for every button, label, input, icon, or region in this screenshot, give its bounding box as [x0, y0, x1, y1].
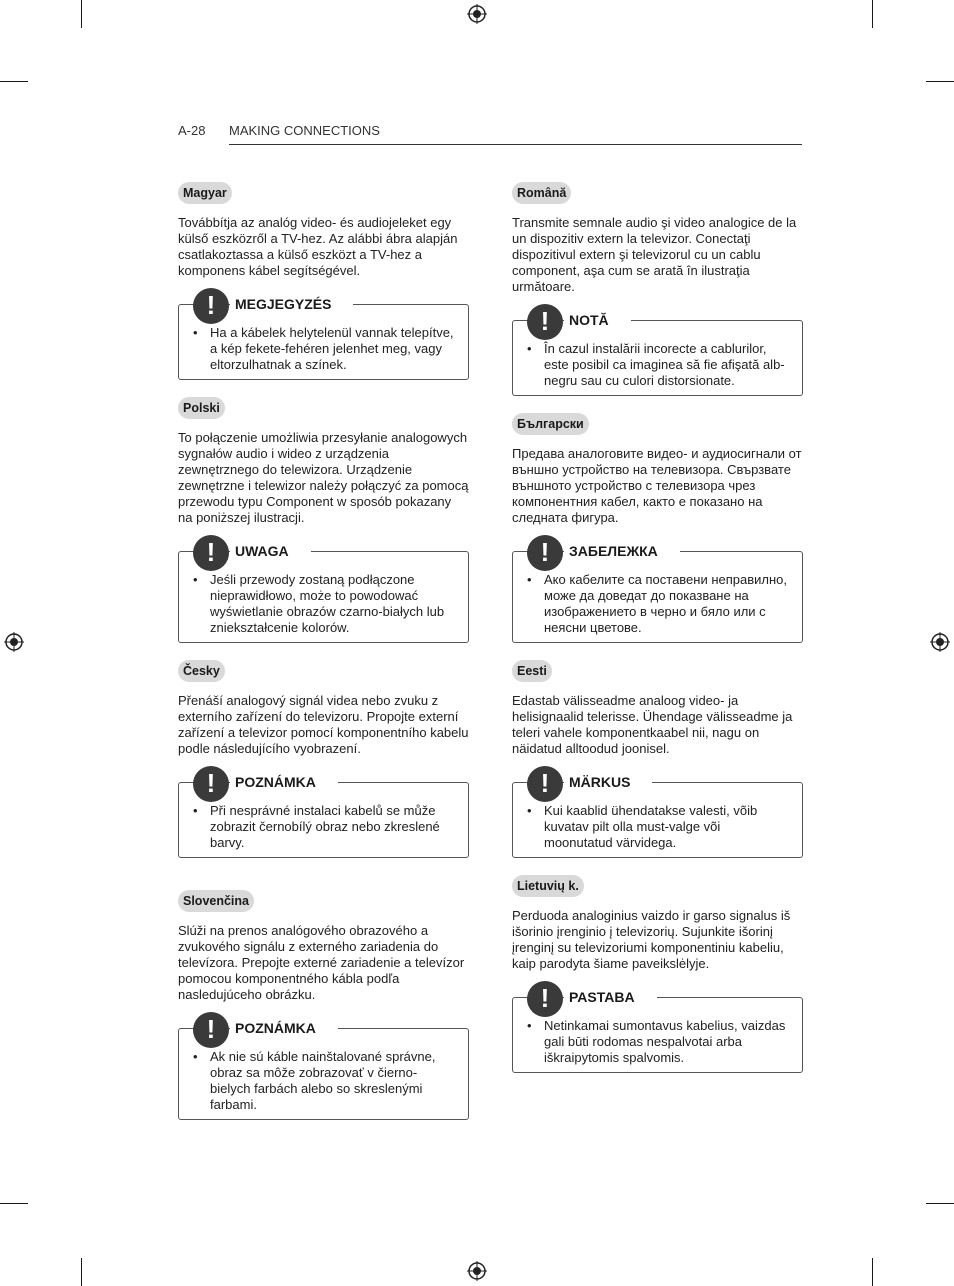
section-text: Přenáší analogový signál videa nebo zvuku z externího zařízení do televizoru. Propojte externí zařízení a televizor pomocí komponentního kabelu podle následujícího vyobrazení.: [178, 693, 469, 756]
registration-mark-icon: [4, 632, 24, 652]
section-text: Továbbítja az analóg video- és audiojeleket egy külső eszközről a TV-hez. Az alábbi ábra alapján csatlakoztassa a külső eszközt a TV-hez a komponens kábel segítségével.: [178, 215, 458, 278]
note-title: POZNÁMKA: [230, 774, 338, 790]
language-label: Eesti: [512, 660, 552, 682]
exclamation-icon: !: [527, 981, 563, 1017]
crop-mark: [0, 1203, 28, 1204]
section-polski: [178, 397, 469, 643]
note-item: • Kui kaablid ühendatakse valesti, võib kuvatav pilt olla must-valge või moonutatud värvidega.: [527, 803, 790, 851]
note: [178, 288, 469, 380]
crop-mark: [872, 1258, 873, 1286]
language-label: Česky: [178, 660, 225, 682]
exclamation-icon: !: [193, 535, 229, 571]
registration-mark-icon: [467, 1261, 487, 1281]
note-title: MEGJEGYZÉS: [230, 296, 353, 312]
section-romana: [512, 182, 803, 396]
section-text: Transmite semnale audio şi video analogice de la un dispozitiv extern la televizor. Conectaţi dispozitivul extern şi televizorul cu un cablu component, aşa cum se arată în ilustraţia următoare.: [512, 215, 797, 294]
exclamation-icon: !: [527, 766, 563, 802]
section-balgarski: [512, 413, 803, 643]
note-item: • Při nesprávné instalaci kabelů se může zobrazit černobílý obraz nebo zkreslené barvy.: [193, 803, 456, 851]
exclamation-icon: !: [193, 1012, 229, 1048]
page-number: A-28: [178, 123, 206, 138]
language-label: Български: [512, 413, 589, 435]
note: [178, 766, 469, 858]
section-text: Slúži na prenos analógového obrazového a zvukového signálu z externého zariadenia do televízora. Prepojte externé zariadenie a televízor pomocou komponentného kábla podľa nasledujúceho obrázku.: [178, 923, 465, 1002]
registration-mark-icon: [467, 4, 487, 24]
note-title: UWAGA: [230, 543, 311, 559]
crop-mark: [0, 81, 28, 82]
note: [512, 981, 803, 1073]
note-item: • Netinkamai sumontavus kabelius, vaizdas gali būti rodomas nespalvotai arba iškraipytomis spalvomis.: [527, 1018, 790, 1066]
exclamation-icon: !: [193, 288, 229, 324]
crop-mark: [926, 81, 954, 82]
note-title: ЗАБЕЛЕЖКА: [564, 543, 680, 559]
section-text: Edastab välisseadme analoog video- ja helisignaalid telerisse. Ühendage välisseadme ja teleri vahele komponentkaabel nii, nagu on näidatud alltoodud joonisel.: [512, 693, 793, 756]
note: [512, 304, 803, 396]
note-title: POZNÁMKA: [230, 1020, 338, 1036]
note-item: • Ak nie sú káble nainštalované správne, obraz sa môže zobrazovať v čierno-bielych farbách alebo so skreslenými farbami.: [193, 1049, 456, 1113]
header-rule: [229, 144, 802, 145]
note-item: • Ha a kábelek helytelenül vannak telepítve, a kép fekete-fehéren jelenhet meg, vagy eltorzulhatnak a színek.: [193, 325, 456, 373]
section-eesti: [512, 660, 803, 858]
crop-mark: [872, 0, 873, 28]
crop-mark: [926, 1203, 954, 1204]
exclamation-icon: !: [527, 535, 563, 571]
language-label: Polski: [178, 397, 225, 419]
note-title: MÄRKUS: [564, 774, 652, 790]
note-item: • Ако кабелите са поставени неправилно, може да доведат до показване на изображението в черно и бяло или с неясни цветове.: [527, 572, 790, 636]
exclamation-icon: !: [527, 304, 563, 340]
section-cesky: [178, 660, 469, 858]
language-label: Slovenčina: [178, 890, 254, 912]
note-item: • Jeśli przewody zostaną podłączone nieprawidłowo, może to powodować wyświetlanie obrazów czarno-białych lub zniekształcenie kolorów.: [193, 572, 456, 636]
exclamation-icon: !: [193, 766, 229, 802]
crop-mark: [81, 1258, 82, 1286]
section-lietuviu: [512, 875, 803, 1073]
language-label: Lietuvių k.: [512, 875, 584, 897]
note: [512, 766, 803, 858]
note-title: PASTABA: [564, 989, 657, 1005]
note-title: NOTĂ: [564, 312, 631, 328]
section-text: To połączenie umożliwia przesyłanie analogowych sygnałów audio i wideo z urządzenia zewnętrznego do telewizora. Urządzenie zewnętrzne i telewizor należy połączyć za pomocą przewodu typu Component w sposób pokazany na poniższej ilustracji.: [178, 430, 469, 525]
note: [178, 1012, 469, 1120]
note: [512, 535, 803, 643]
chapter-title: MAKING CONNECTIONS: [229, 123, 380, 138]
section-text: Предава аналоговите видео- и аудиосигнали от външно устройство на телевизора. Свързвате външното устройство с телевизора чрез компонентния кабел, както е показано на следната фигура.: [512, 446, 802, 525]
section-text: Perduoda analoginius vaizdo ir garso signalus iš išorinio įrenginio į televizorių. Sujunkite išorinį įrenginį su televizoriumi komponentiniu kabeliu, kaip parodyta šiame paveikslėlyje.: [512, 908, 791, 971]
section-slovencina: [178, 890, 469, 1120]
registration-mark-icon: [930, 632, 950, 652]
note: [178, 535, 469, 643]
crop-mark: [81, 0, 82, 28]
language-label: Română: [512, 182, 571, 204]
note-item: • În cazul instalării incorecte a cablurilor, este posibil ca imaginea să fie afişată alb-negru sau cu culori distorsionate.: [527, 341, 790, 389]
language-label: Magyar: [178, 182, 232, 204]
section-magyar: [178, 182, 469, 380]
